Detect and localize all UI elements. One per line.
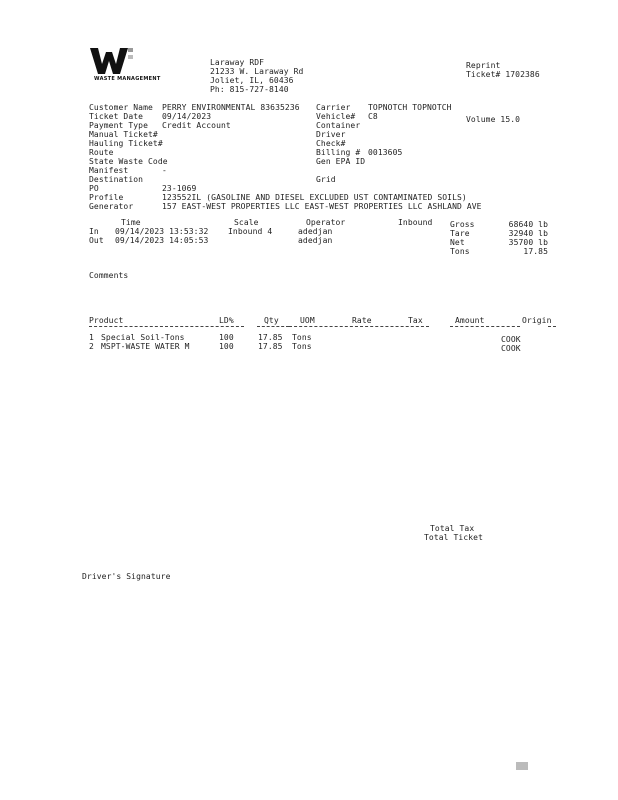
product-qty: 17.85 (258, 342, 283, 351)
product-origin: COOK (501, 344, 521, 353)
field-label: Carrier (316, 103, 351, 112)
grid-row (316, 175, 516, 184)
product-origin: COOK (501, 335, 521, 344)
field-label: Check# (316, 139, 346, 148)
driver-signature-label: Driver's Signature (82, 572, 171, 581)
field-value: C8 (368, 112, 378, 121)
field-value: 0013605 (368, 148, 403, 157)
field-label: Manifest (89, 166, 129, 175)
field-label: Billing # (316, 148, 361, 157)
site-name: Laraway RDF (210, 58, 265, 67)
tare-label: Tare (450, 229, 470, 238)
check-row (316, 139, 516, 148)
field-label: Destination (89, 175, 144, 184)
product-header: Product (89, 316, 124, 325)
field-value: 23-1069 (162, 184, 197, 193)
header-divider (89, 326, 244, 327)
field-label: Vehicle# (316, 112, 356, 121)
origin-header: Origin (522, 316, 552, 325)
gen-epa-row (316, 157, 516, 166)
scale-header: Scale (234, 218, 259, 227)
field-label: Gen EPA ID (316, 157, 366, 166)
product-ld: 100 (219, 333, 234, 342)
tons-value: 17.85 (523, 247, 548, 256)
logo-text: WASTE MANAGEMENT (94, 76, 161, 82)
field-label: PO (89, 184, 99, 193)
field-label: Grid (316, 175, 336, 184)
out-time: 09/14/2023 14:05:53 (115, 236, 209, 245)
generator-row (89, 202, 509, 211)
volume-label: Volume 15.0 (466, 115, 521, 124)
reprint-label: Reprint (466, 61, 501, 70)
qty-header: Qty (264, 316, 279, 325)
uom-header: UOM (300, 316, 315, 325)
ld-header: LD% (219, 316, 234, 325)
total-tax-label: Total Tax (430, 524, 475, 533)
field-value: PERRY ENVIRONMENTAL 83635236 (162, 103, 300, 112)
inbound-header: Inbound (398, 218, 433, 227)
tons-label: Tons (450, 247, 470, 256)
row-number: 2 (89, 342, 94, 351)
driver-row (316, 130, 516, 139)
header-divider (450, 326, 520, 327)
field-value: 157 EAST-WEST PROPERTIES LLC EAST-WEST PROPERTIES LLC ASHLAND AVE (162, 202, 482, 211)
row-number: 1 (89, 333, 94, 342)
site-address-line2: Joliet, IL, 60436 (210, 76, 294, 85)
time-header: Time (121, 218, 141, 227)
field-label: Manual Ticket# (89, 130, 158, 139)
header-divider (289, 326, 429, 327)
header-divider (548, 326, 556, 327)
gross-label: Gross (450, 220, 475, 229)
po-row (89, 184, 509, 193)
field-label: Generator (89, 202, 134, 211)
in-operator: adedjan (298, 227, 333, 236)
profile-row (89, 193, 509, 202)
billing-row (316, 148, 516, 157)
amount-header: Amount (455, 316, 485, 325)
corner-mark (516, 762, 528, 770)
field-label: Hauling Ticket# (89, 139, 163, 148)
product-ld: 100 (219, 342, 234, 351)
waste-management-logo (90, 46, 134, 76)
field-value: - (162, 166, 167, 175)
product-name: Special Soil-Tons (101, 333, 185, 342)
field-label: Driver (316, 130, 346, 139)
comments-label: Comments (89, 271, 129, 280)
gross-value: 68640 lb (508, 220, 548, 229)
field-label: Profile (89, 193, 124, 202)
field-value: 09/14/2023 (162, 112, 212, 121)
product-qty: 17.85 (258, 333, 283, 342)
field-label: Ticket Date (89, 112, 144, 121)
manifest-row (89, 166, 509, 175)
field-label: Container (316, 121, 361, 130)
product-uom: Tons (292, 333, 312, 342)
operator-header: Operator (306, 218, 346, 227)
field-label: State Waste Code (89, 157, 168, 166)
site-address-line1: 21233 W. Laraway Rd (210, 67, 304, 76)
field-label: Payment Type (89, 121, 148, 130)
field-value: Credit Account (162, 121, 231, 130)
total-ticket-label: Total Ticket (424, 533, 483, 542)
in-time: 09/14/2023 13:53:32 (115, 227, 209, 236)
product-name: MSPT-WASTE WATER M (101, 342, 190, 351)
product-uom: Tons (292, 342, 312, 351)
field-value: 123552IL (GASOLINE AND DIESEL EXCLUDED UST CONTAMINATED SOILS) (162, 193, 467, 202)
site-phone: Ph: 815-727-8140 (210, 85, 289, 94)
tare-value: 32940 lb (508, 229, 548, 238)
tax-header: Tax (408, 316, 423, 325)
carrier-row (316, 103, 516, 112)
field-value: TOPNOTCH TOPNOTCH (368, 103, 452, 112)
field-label: Route (89, 148, 114, 157)
header-divider (257, 326, 289, 327)
rate-header: Rate (352, 316, 372, 325)
field-label: Customer Name (89, 103, 153, 112)
in-scale: Inbound 4 (228, 227, 273, 236)
net-label: Net (450, 238, 465, 247)
in-label: In (89, 227, 99, 236)
out-label: Out (89, 236, 104, 245)
ticket-number: Ticket# 1702386 (466, 70, 540, 79)
net-value: 35700 lb (508, 238, 548, 247)
out-operator: adedjan (298, 236, 333, 245)
